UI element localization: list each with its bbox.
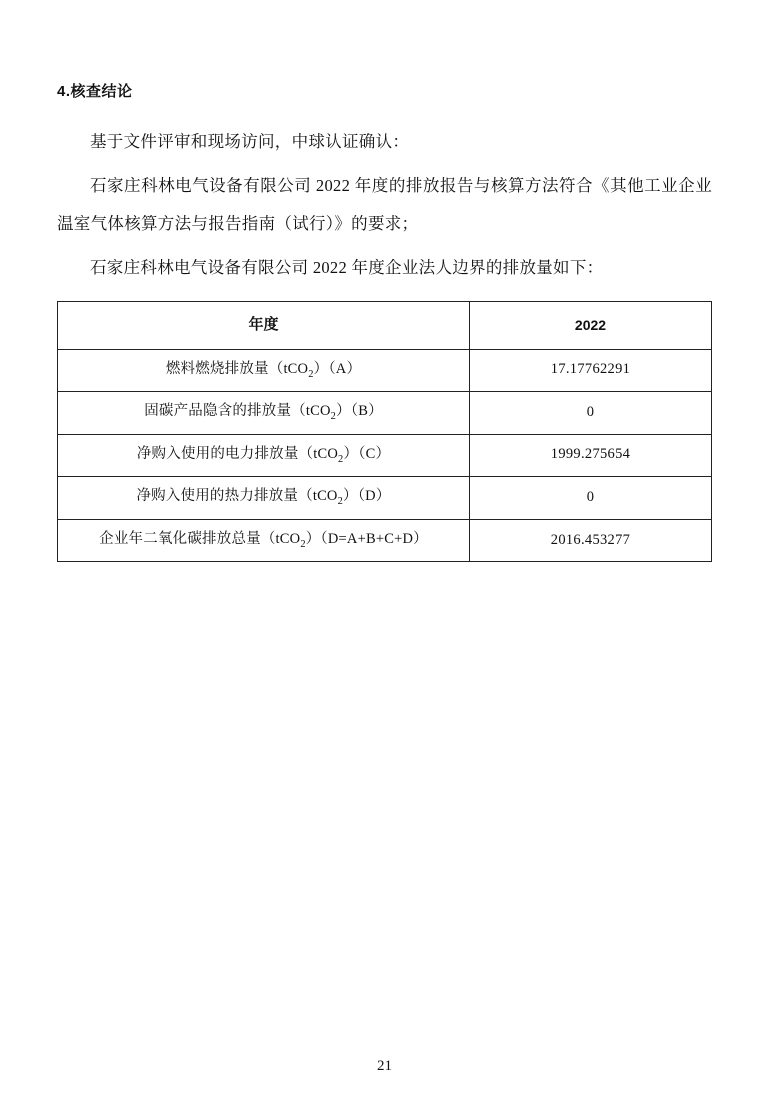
table-row bbox=[58, 519, 712, 562]
paragraph-intro: 基于文件评审和现场访问，中球认证确认： bbox=[90, 132, 410, 151]
co2-subscript: 2 bbox=[330, 410, 337, 422]
row-label-total: 企业年二氧化碳排放总量（tCO$_2$）（D=A+B+C+D） bbox=[58, 519, 470, 562]
document-content bbox=[57, 80, 712, 562]
row-label-heat: 净购入使用的热力排放量（tCO$_2$）（D） bbox=[58, 477, 470, 520]
row-value-fuel-combustion: 17.17762291 bbox=[470, 349, 712, 392]
row-label-electricity: 净购入使用的电力排放量（tCO$_2$）（C） bbox=[58, 434, 470, 477]
co2-subscript: 2 bbox=[338, 453, 344, 465]
table-header-row bbox=[58, 302, 712, 350]
table-row bbox=[58, 477, 712, 520]
row-label-carbon-product: 固碳产品隐含的排放量（tCO$_2$）（B） bbox=[58, 392, 470, 435]
table-header-year: 年度 bbox=[58, 302, 470, 350]
co2-subscript: 2 bbox=[300, 538, 306, 550]
table-row bbox=[58, 434, 712, 477]
row-label-fuel-combustion: 燃料燃烧排放量（tCO$_2$）（A） bbox=[58, 349, 470, 392]
paragraph-emissions-lead: 石家庄科林电气设备有限公司 2022 年度企业法人边界的排放量如下： bbox=[90, 258, 604, 277]
table-row bbox=[58, 349, 712, 392]
co2-subscript: 2 bbox=[337, 496, 344, 508]
row-value-heat: 0 bbox=[470, 477, 712, 520]
table-body bbox=[58, 349, 712, 562]
row-value-electricity: 1999.275654 bbox=[470, 434, 712, 477]
table-row bbox=[58, 392, 712, 435]
row-value-carbon-product: 0 bbox=[470, 392, 712, 435]
page-number: 21 bbox=[377, 1058, 392, 1074]
emissions-table bbox=[57, 301, 712, 562]
co2-subscript: 2 bbox=[308, 368, 314, 380]
row-value-total: 2016.453277 bbox=[470, 519, 712, 562]
table-header-2022: 2022 bbox=[470, 302, 712, 350]
page-title: 4.核查结论 bbox=[57, 83, 133, 100]
paragraph-conformity: 石家庄科林电气设备有限公司 2022 年度的排放报告与核算方法符合《其他工业企业温室气体核算方法与报告指南（试行）》的要求； bbox=[57, 176, 712, 233]
